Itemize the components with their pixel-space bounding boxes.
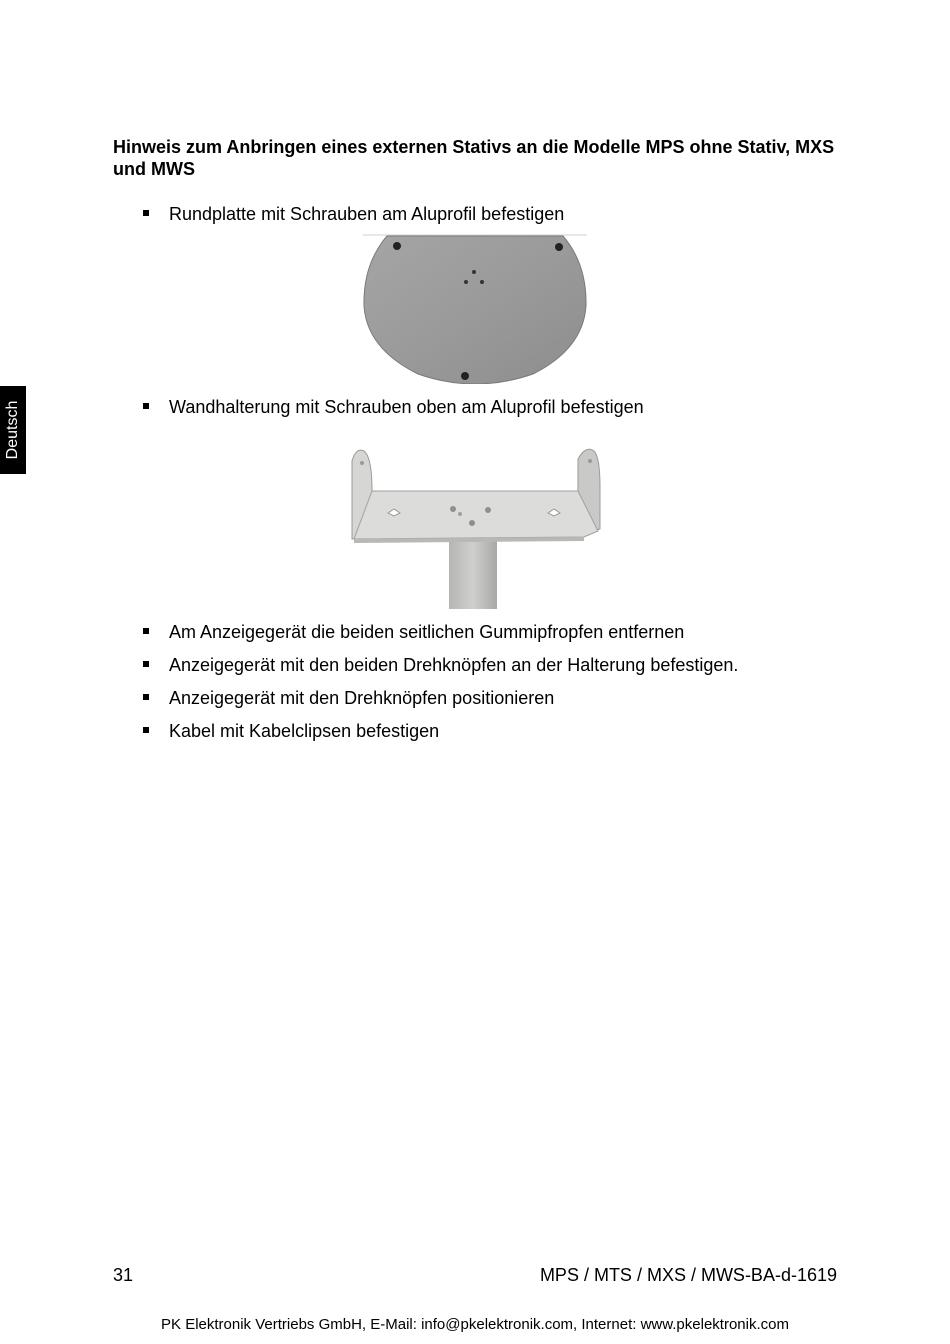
list-item-text: Kabel mit Kabelclipsen befestigen [169, 721, 440, 741]
bullet-icon [143, 661, 149, 667]
list-item-text: Am Anzeigegerät die beiden seitlichen Gummipfropfen entfernen [169, 622, 685, 642]
list-item [143, 720, 439, 742]
list-item [143, 396, 644, 418]
list-item-text: Rundplatte mit Schrauben am Aluprofil befestigen [169, 204, 565, 224]
bullet-icon [143, 694, 149, 700]
list-item [143, 654, 738, 676]
wall-bracket-photo [348, 447, 602, 609]
list-item-text: Anzeigegerät mit den Drehknöpfen positionieren [169, 688, 555, 708]
bullet-icon [143, 628, 149, 634]
page-number: 31 [113, 1265, 134, 1285]
list-item [143, 687, 554, 709]
section-heading: Hinweis zum Anbringen eines externen Stativs an die Modelle MPS ohne Stativ, MXS und MWS [113, 137, 835, 179]
bullet-icon [143, 210, 149, 216]
list-item [143, 203, 564, 225]
list-item [143, 621, 684, 643]
language-tab [0, 386, 26, 474]
language-tab-label: Deutsch [4, 400, 21, 460]
round-plate-photo [363, 234, 587, 384]
company-footer: PK Elektronik Vertriebs GmbH, E-Mail: info@pkelektronik.com, Internet: www.pkelektronik.com [161, 1316, 789, 1333]
bullet-icon [143, 403, 149, 409]
bullet-icon [143, 727, 149, 733]
document-id: MPS / MTS / MXS / MWS-BA-d-1619 [539, 1265, 837, 1285]
list-item-text: Anzeigegerät mit den beiden Drehknöpfen an der Halterung befestigen. [169, 655, 739, 675]
list-item-text: Wandhalterung mit Schrauben oben am Aluprofil befestigen [169, 397, 644, 417]
